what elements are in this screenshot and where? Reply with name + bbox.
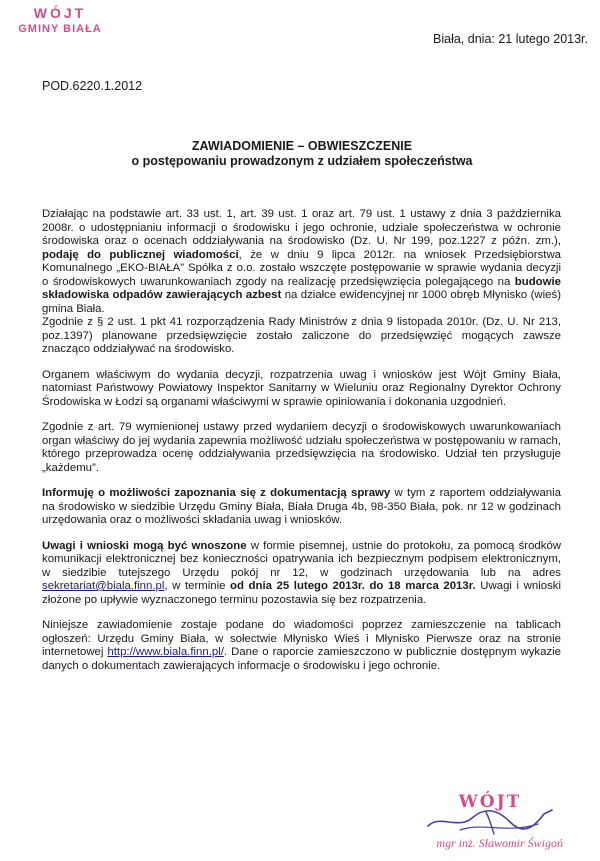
p1-text-2: , że w dniu 9 lipca 2012r. na wniosek Przedsiębiorstwa Komunalnego „EKO-BIAŁA” Spółka z o.o. zostało wszczęte postępowanie w sprawie wydania decyzji o środowiskowych uwarunkowaniach zgody na realizację przedsięwzięcia polegającego na (42, 248, 561, 288)
signatory-name: mgr inż. Sławomir Świgoń (436, 836, 563, 850)
document-title (42, 139, 562, 169)
p6-bold-2: od dnia 25 lutego 2013r. do 18 marca 2013r. (230, 580, 476, 592)
wojt-stamp-header (10, 5, 110, 35)
title-subtitle: o postępowaniu prowadzonym z udziałem społeczeństwa (131, 154, 473, 168)
document-body (42, 208, 561, 685)
title-main: ZAWIADOMIENIE – OBWIESZCZENIE (191, 139, 413, 153)
paragraph-authority: Organem właściwym do wydania decyzji, rozpatrzenia uwag i wniosków jest Wójt Gminy Biała, natomiast Państwowy Powiatowy Inspektor Sanitarny w Wieluniu oraz Regionalny Dyrektor Ochrony Środowiska w Łodzi są organami właściwymi w sprawie opiniowania i dokonania uzgodnień. (42, 368, 561, 408)
p5-bold: Informuję o możliwości zapoznania się z dokumentacją sprawy (42, 487, 391, 499)
paragraph-legal-basis (42, 208, 561, 316)
paragraph-classification: Zgodnie z § 2 ust. 1 pkt 41 rozporządzenia Rady Ministrów z dnia 9 listopada 2010r. (Dz. U. Nr 213, poz.1397) planowane przedsięwzięcie zostało zaliczone do przedsięwzięć mogących zawsze znacząco oddziaływać na środowisko. (42, 316, 561, 355)
paragraph-publication (42, 619, 561, 673)
handwritten-signature-icon (420, 800, 560, 840)
date-line: Biała, dnia: 21 lutego 2013r. (433, 32, 588, 46)
website-link[interactable]: http://www.biala.finn.pl/ (107, 646, 224, 658)
paragraph-remarks (42, 540, 561, 608)
p6-text-1: w formie pisemnej, ustnie do protokołu, za pomocą środków komunikacji elektronicznej bez konieczności opatrywania ich bezpiecznym podpisem elektronicznym, w siedzibie tutejszego Urzędu pokój nr 12, w godzinach urzędowania lub na adres (42, 539, 562, 579)
p1-bold-1: podaję do publicznej wiadomości (42, 248, 239, 261)
p1-text-1: Działając na podstawie art. 33 ust. 1, art. 39 ust. 1 oraz art. 79 ust. 1 ustawy z dnia 3 października 2008r. o udostępnianiu informacji o środowisku i jego ochronie, udziale społeczeństwa w ochronie środowiska oraz o ocenach oddziaływania na środowisko (Dz. U. Nr 199, poz.1227 z późn. zm.), (42, 208, 561, 247)
stamp-line-2: GMINY BIAŁA (18, 23, 102, 35)
paragraph-participation: Zgodnie z art. 79 wymienionej ustawy przed wydaniem decyzji o środowiskowych uwarunkowaniach organ właściwy do jej wydania zapewnia możliwość udziału społeczeństwa w postępowaniu w ramach, którego przeprowadza ocenę oddziaływania przedsięwzięcia na środowisko. Udział ten przysługuje „każdemu”. (42, 421, 561, 474)
p7-text-1: Niniejsze zawiadomienie zostaje podane do wiadomości poprzez zamieszczenie na tablicach ogłoszeń: Urzędu Gminy Biała, w sołectwie Młynisko Wieś i Młynisko Pierwsze oraz na stronie internetowej (42, 619, 561, 658)
stamp-line-1: WÓJT (33, 5, 87, 21)
p1-bold-2: budowie składowiska odpadów zawierających azbest (42, 275, 561, 301)
email-link[interactable]: sekretariat@biala.finn.pl (42, 580, 165, 592)
signature-stamp (415, 792, 565, 852)
reference-number: POD.6220.1.2012 (42, 79, 143, 93)
p6-text-3: Uwagi i wnioski złożone po upływie wyznaczonego terminu pozostawia się bez rozpatrzenia. (42, 580, 561, 606)
p5-text: w tym z raportem oddziaływania na środowisko w siedzibie Urzędu Gminy Biała, Biała Druga 4b, 98-350 Biała, pok. nr 12 w godzinach urzędowania oraz o możliwości składania uwag i wniosków. (42, 487, 561, 526)
signature-title: WÓJT (458, 792, 522, 812)
paragraph-documentation (42, 487, 561, 528)
p1-text-3: na działce ewidencyjnej nr 1000 obręb Młynisko (wieś) gmina Biała. (42, 289, 561, 315)
p6-bold-1: Uwagi i wnioski mogą być wnoszone (42, 539, 247, 552)
p6-text-2: , w terminie (164, 580, 226, 592)
p7-text-2: . Dane o raporcie zamieszczono w publicznie dostępnym wykazie danych o dokumentach zawierających informacje o środowisku i jego ochronie. (42, 646, 562, 672)
